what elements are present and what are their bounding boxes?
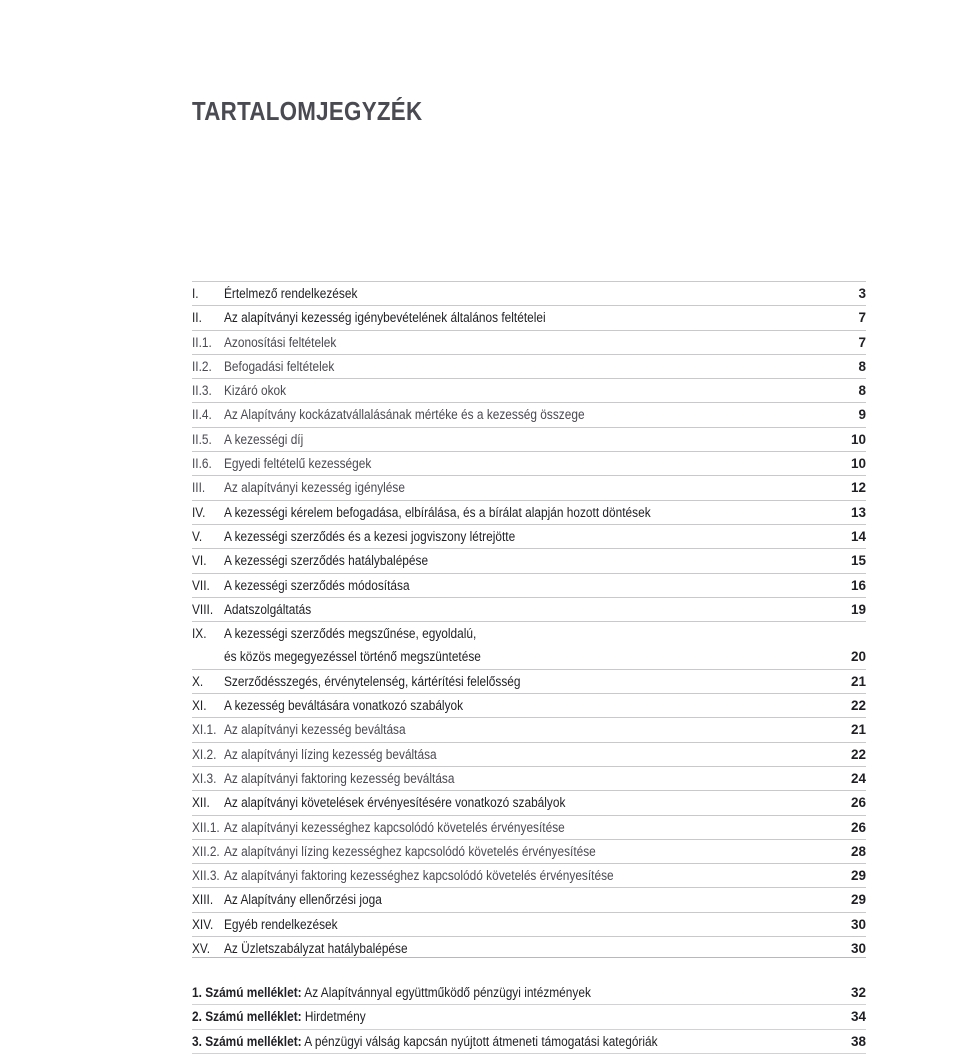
toc-label: Az alapítványi faktoring kezesség beváltása: [224, 770, 455, 786]
annex-prefix: 3. Számú melléklet:: [192, 1033, 302, 1049]
toc-page: 10: [850, 431, 866, 447]
toc-label: Adatszolgáltatás: [224, 601, 312, 617]
toc-number: XI.: [192, 698, 207, 714]
toc-label: Az alapítványi lízing kezesség beváltása: [224, 746, 437, 762]
annex-title: A pénzügyi válság kapcsán nyújtott átmeneti támogatási kategóriák: [304, 1033, 658, 1049]
toc-label: Az alapítványi faktoring kezességhez kapcsolódó követelés érvényesítése: [224, 868, 614, 884]
toc-entry[interactable]: [192, 717, 866, 741]
toc-label: Az Üzletszabályzat hatálybalépése: [224, 941, 408, 957]
toc-number: II.2.: [192, 358, 212, 374]
toc-page: 29: [850, 892, 866, 908]
toc-page: 14: [850, 528, 866, 544]
section-divider: [192, 957, 866, 958]
annex-prefix: 2. Számú melléklet:: [192, 1009, 302, 1025]
toc-page: 8: [858, 383, 866, 399]
toc-number: XII.1.: [192, 819, 220, 835]
toc-entry[interactable]: [192, 500, 866, 524]
toc-label: Az alapítványi kezességhez kapcsolódó követelés érvényesítése: [224, 819, 565, 835]
toc-entry[interactable]: [192, 402, 866, 426]
toc-page: 22: [850, 746, 866, 762]
toc-page: 15: [850, 553, 866, 569]
toc-label: A kezesség beváltására vonatkozó szabályok: [224, 698, 464, 714]
toc-page: 9: [858, 407, 866, 423]
toc-entry[interactable]: [192, 378, 866, 402]
annex-entry[interactable]: [192, 1005, 866, 1029]
toc-entry[interactable]: [192, 475, 866, 499]
toc-label: Az Alapítvány ellenőrzési joga: [224, 892, 382, 908]
toc-label: Kizáró okok: [224, 383, 287, 399]
toc-label: Az alapítványi lízing kezességhez kapcsolódó követelés érvényesítése: [224, 843, 596, 859]
toc-entry[interactable]: [192, 621, 866, 645]
toc-entry[interactable]: [192, 573, 866, 597]
annex-page: 38: [850, 1033, 866, 1049]
toc-number: VII.: [192, 577, 210, 593]
toc-entry[interactable]: [192, 451, 866, 475]
table-of-contents: [192, 281, 866, 960]
page-title: TARTALOMJEGYZÉK: [192, 96, 423, 126]
toc-page: 26: [850, 795, 866, 811]
toc-label: A kezességi szerződés módosítása: [224, 577, 410, 593]
toc-page: 16: [850, 577, 866, 593]
toc-entry[interactable]: [192, 912, 866, 936]
toc-page: 13: [850, 504, 866, 520]
toc-number: II.4.: [192, 407, 212, 423]
toc-label: Az alapítványi kezesség beváltása: [224, 722, 406, 738]
annex-list: [192, 981, 866, 1054]
toc-number: XII.3.: [192, 868, 220, 884]
toc-label: Egyedi feltételű kezességek: [224, 456, 372, 472]
toc-entry[interactable]: [192, 693, 866, 717]
toc-page: 3: [858, 286, 866, 301]
toc-label: Szerződésszegés, érvénytelenség, kártérítési felelősség: [224, 673, 521, 689]
toc-label: A kezességi szerződés hatálybalépése: [224, 553, 429, 569]
toc-label: Az alapítványi kezesség igénylése: [224, 480, 405, 496]
toc-page: 22: [850, 698, 866, 714]
toc-number: XV.: [192, 941, 211, 957]
toc-entry[interactable]: [192, 742, 866, 766]
toc-entry[interactable]: [192, 330, 866, 354]
annex-title: Az Alapítvánnyal együttműködő pénzügyi intézmények: [304, 985, 591, 1000]
toc-page: 30: [850, 916, 866, 932]
toc-label: és közös megegyezéssel történő megszüntetése: [224, 649, 481, 665]
annex-title: Hirdetmény: [304, 1009, 366, 1025]
toc-entry[interactable]: [192, 354, 866, 378]
toc-label: Az alapítványi kezesség igénybevételének általános feltételei: [224, 310, 546, 326]
toc-entry[interactable]: [192, 427, 866, 451]
toc-number: I.: [192, 286, 199, 301]
toc-entry[interactable]: [192, 524, 866, 548]
annex-label: [192, 1005, 366, 1028]
toc-number: III.: [192, 480, 206, 496]
toc-page: 24: [850, 770, 866, 786]
toc-label: Azonosítási feltételek: [224, 334, 337, 350]
toc-page: 30: [850, 941, 866, 957]
toc-number: IV.: [192, 504, 206, 520]
toc-entry[interactable]: [192, 281, 866, 305]
annex-entry[interactable]: [192, 981, 866, 1005]
toc-page: 8: [858, 358, 866, 374]
toc-page: 29: [850, 868, 866, 884]
toc-number: XII.: [192, 795, 210, 811]
toc-label: Az alapítványi követelések érvényesítésére vonatkozó szabályok: [224, 795, 566, 811]
annex-entry[interactable]: [192, 1030, 866, 1054]
toc-page: 10: [850, 456, 866, 472]
toc-entry[interactable]: [192, 597, 866, 621]
toc-label: Befogadási feltételek: [224, 358, 335, 374]
toc-entry[interactable]: [192, 548, 866, 572]
toc-entry[interactable]: [192, 887, 866, 911]
annex-label: [192, 981, 591, 1004]
toc-label: A kezességi díj: [224, 431, 304, 447]
toc-number: XIII.: [192, 892, 214, 908]
annex-prefix: 1. Számú melléklet:: [192, 985, 302, 1000]
toc-entry[interactable]: [192, 790, 866, 814]
toc-entry[interactable]: [192, 766, 866, 790]
toc-number: XI.2.: [192, 746, 217, 762]
toc-label: A kezességi szerződés megszűnése, egyoldalú,: [224, 626, 477, 642]
toc-number: II.1.: [192, 334, 212, 350]
toc-entry[interactable]: [192, 815, 866, 839]
toc-page: 28: [850, 843, 866, 859]
annex-page: 34: [850, 1009, 866, 1025]
toc-number: XIV.: [192, 916, 214, 932]
toc-entry[interactable]: [192, 669, 866, 693]
toc-label: Az Alapítvány kockázatvállalásának mértéke és a kezesség összege: [224, 407, 585, 423]
toc-number: X.: [192, 673, 204, 689]
toc-number: II.: [192, 310, 202, 326]
toc-page: 7: [858, 334, 866, 350]
toc-label: Értelmező rendelkezések: [224, 286, 358, 301]
toc-entry-continuation[interactable]: [192, 645, 866, 668]
toc-label: A kezességi szerződés és a kezesi jogviszony létrejötte: [224, 528, 516, 544]
toc-page: 12: [850, 480, 866, 496]
annex-label: [192, 1030, 658, 1053]
toc-page: 19: [850, 601, 866, 617]
toc-number: XII.2.: [192, 843, 220, 859]
toc-entry[interactable]: [192, 839, 866, 863]
toc-number: XI.3.: [192, 770, 217, 786]
toc-label: A kezességi kérelem befogadása, elbírálása, és a bírálat alapján hozott döntések: [224, 504, 651, 520]
toc-page: 20: [850, 649, 866, 665]
toc-number: IX.: [192, 626, 207, 642]
toc-number: II.5.: [192, 431, 212, 447]
toc-number: VI.: [192, 553, 207, 569]
toc-page: 21: [850, 673, 866, 689]
toc-entry[interactable]: [192, 863, 866, 887]
toc-number: II.3.: [192, 383, 212, 399]
toc-label: Egyéb rendelkezések: [224, 916, 338, 932]
toc-page: 26: [850, 819, 866, 835]
toc-number: II.6.: [192, 456, 212, 472]
annex-page: 32: [850, 985, 866, 1000]
toc-number: XI.1.: [192, 722, 217, 738]
toc-page: 7: [858, 310, 866, 326]
toc-number: VIII.: [192, 601, 214, 617]
toc-number: V.: [192, 528, 203, 544]
toc-page: 21: [850, 722, 866, 738]
toc-entry[interactable]: [192, 305, 866, 329]
